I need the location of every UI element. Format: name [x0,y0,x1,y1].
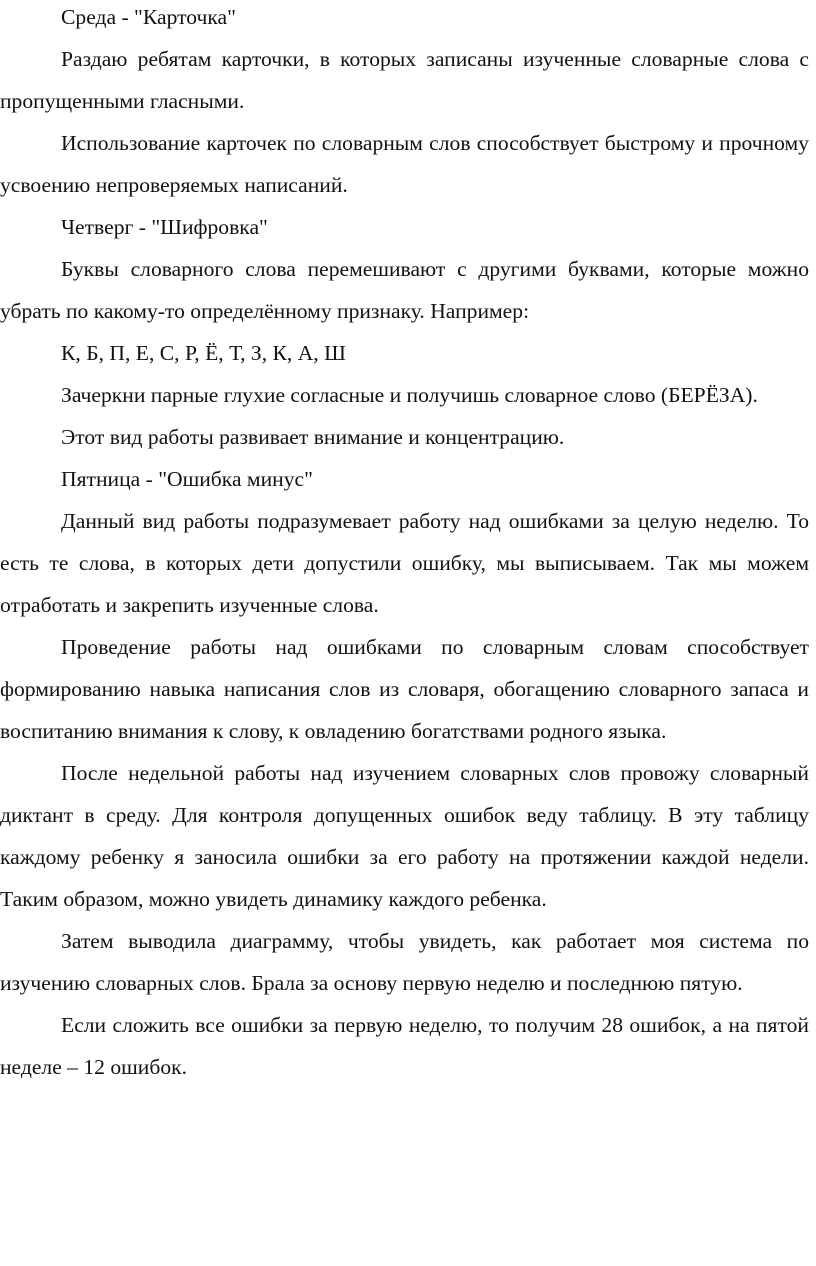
paragraph-error-minus-description: Данный вид работы подразумевает работу над ошибками за целую неделю. То есть те слова, в которых дети допустили ошибку, мы выписываем. Так мы можем отработать и закрепить изученные слова. [0,509,809,617]
heading-wednesday: Среда - "Карточка" [61,5,236,29]
paragraph-cipher-letters: К, Б, П, Е, С, Р, Ё, Т, З, К, А, Ш [61,341,346,365]
paragraph-dictation: После недельной работы над изучением словарных слов провожу словарный диктант в среду. Для контроля допущенных ошибок веду таблицу. В эту таблицу каждому ребенку я заносила ошибки за его работу на протяжении каждой недели. Таким образом, можно увидеть динамику каждого ребенка. [0,761,809,911]
paragraph-cards-description: Раздаю ребятам карточки, в которых записаны изученные словарные слова с пропущенными гласными. [0,47,809,113]
paragraph-cards-benefit: Использование карточек по словарным слов способствует быстрому и прочному усвоению непроверяемых написаний. [0,131,809,197]
heading-thursday: Четверг - "Шифровка" [61,215,268,239]
paragraph-error-work-benefit: Проведение работы над ошибками по словарным словам способствует формированию навыка написания слов из словаря, обогащению словарного запаса и воспитанию внимания к слову, к овладению богатствами родного языка. [0,635,809,743]
paragraph-cipher-description: Буквы словарного слова перемешивают с другими буквами, которые можно убрать по какому-то определённому признаку. Например: [0,257,809,323]
paragraph-diagram: Затем выводила диаграмму, чтобы увидеть, как работает моя система по изучению словарных слов. Брала за основу первую неделю и последнюю пятую. [0,929,809,995]
paragraph-cipher-benefit: Этот вид работы развивает внимание и концентрацию. [61,425,565,449]
paragraph-cipher-task: Зачеркни парные глухие согласные и получишь словарное слово (БЕРЁЗА). [61,383,758,407]
heading-friday: Пятница - "Ошибка минус" [61,467,313,491]
paragraph-error-totals: Если сложить все ошибки за первую неделю, то получим 28 ошибок, а на пятой неделе – 12 ошибок. [0,1013,809,1079]
